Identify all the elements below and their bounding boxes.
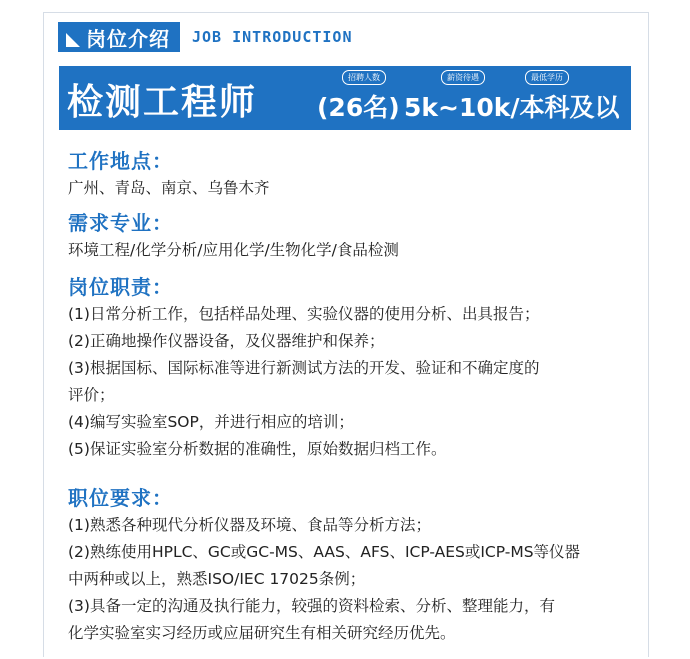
- headcount: (26名): [317, 93, 400, 122]
- job-title: 检测工程师: [67, 82, 258, 123]
- list-item: (4)编写实验室SOP，并进行相应的培训；: [68, 413, 354, 431]
- major-title: 需求专业：: [68, 211, 173, 235]
- list-item: (2)正确地操作仪器设备，及仪器维护和保养；: [68, 332, 385, 350]
- list-item: (2)熟练使用HPLC、GC或GC-MS、AAS、AFS、ICP-AES或ICP-MS等仪器: [68, 543, 581, 561]
- job-banner: [59, 66, 631, 158]
- section-header: [58, 22, 353, 52]
- list-item: (1)熟悉各种现代分析仪器及环境、食品等分析方法；: [68, 516, 431, 534]
- education-badge: 最低学历: [525, 70, 569, 85]
- salary-education: 5k~10k/本科及以上: [404, 93, 620, 158]
- header-title-en: JOB INTRODUCTION: [192, 28, 353, 46]
- list-item: 中两种或以上，熟悉ISO/IEC 17025条例；: [68, 570, 366, 588]
- major-section: [68, 209, 399, 264]
- list-item: (3)具备一定的沟通及执行能力，较强的资料检索、分析、整理能力，有: [68, 597, 555, 615]
- list-item: 化学实验室实习经历或应届研究生有相关研究经历优先。: [68, 624, 456, 642]
- requirements-title: 职位要求：: [68, 486, 173, 510]
- salary-badge: 薪资待遇: [441, 70, 485, 85]
- list-item: (5)保证实验室分析数据的准确性，原始数据归档工作。: [68, 440, 447, 458]
- list-item: 评价；: [68, 386, 115, 404]
- list-item: (1)日常分析工作，包括样品处理、实验仪器的使用分析、出具报告；: [68, 305, 540, 323]
- count-badge: 招聘人数: [342, 70, 386, 85]
- list-item: (3)根据国标、国际标准等进行新测试方法的开发、验证和不确定度的: [68, 359, 540, 377]
- major-text: 环境工程/化学分析/应用化学/生物化学/食品检测: [68, 241, 399, 259]
- triangle-icon: [66, 33, 80, 47]
- location-title: 工作地点：: [68, 149, 173, 173]
- header-title-cn: 岗位介绍: [86, 26, 170, 51]
- duties-title: 岗位职责：: [68, 275, 173, 299]
- header-tag: [58, 22, 180, 52]
- location-text: 广州、青岛、南京、乌鲁木齐: [68, 179, 270, 197]
- duties-section: [68, 273, 539, 463]
- requirements-section: [68, 484, 580, 647]
- location-section: [68, 147, 270, 202]
